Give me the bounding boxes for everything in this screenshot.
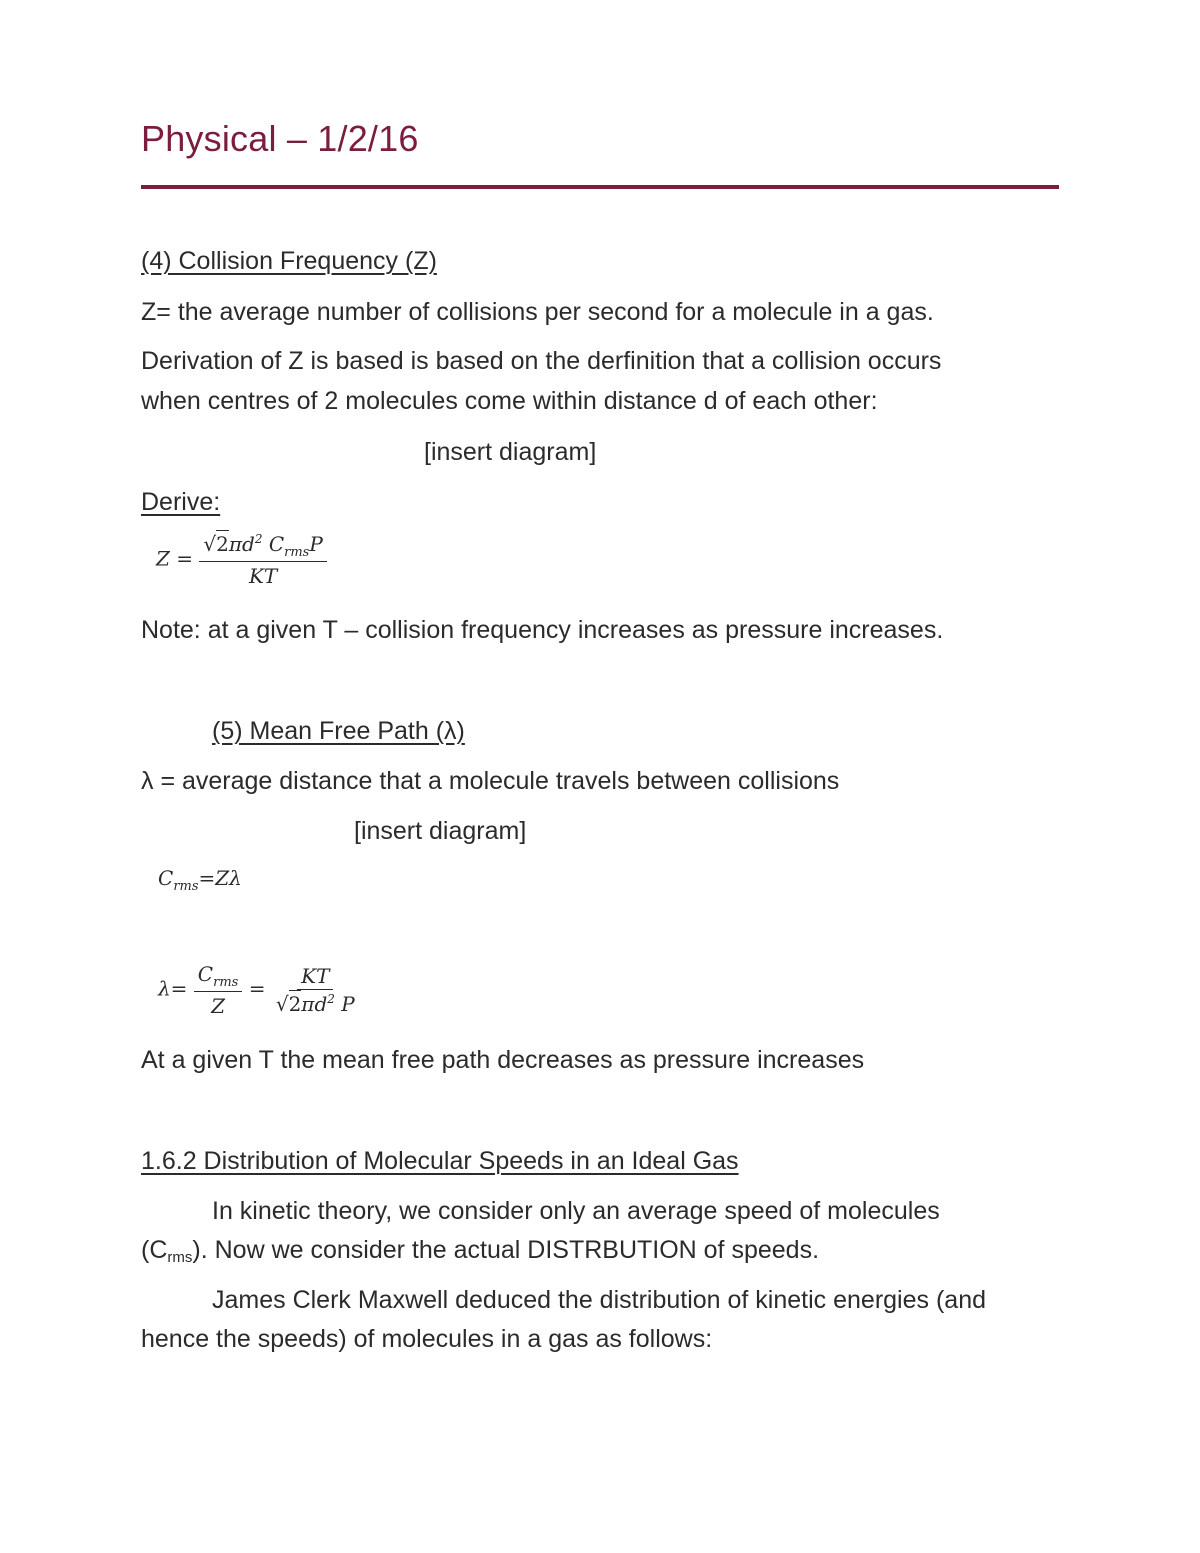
fraction-kt-over-root2-pi-d2-p <box>272 964 359 1016</box>
equals-sign: = <box>248 976 266 1001</box>
paragraph-2-line-1: James Clerk Maxwell deduced the distribution of kinetic energies (and <box>212 1286 986 1314</box>
crms-equation <box>158 866 242 894</box>
fraction-1-numerator <box>194 962 243 992</box>
numerator-pi-d: πd <box>228 532 255 556</box>
p1-open: (C <box>141 1236 168 1264</box>
derive-label: Derive: <box>141 488 221 516</box>
mean-free-path-formula <box>158 962 359 1018</box>
sqrt-value: 2 <box>216 532 229 556</box>
derivation-line-1: Derivation of Z is based is based on the derfinition that a collision occurs <box>141 347 942 375</box>
fraction-2-denominator <box>272 990 359 1016</box>
numerator-exponent: 2 <box>254 532 263 546</box>
paragraph-1-line-2 <box>141 1235 819 1273</box>
f1-c: C <box>197 962 214 986</box>
diagram-placeholder-1: [insert diagram] <box>424 438 597 466</box>
numerator-p: P <box>309 532 323 556</box>
collision-note: Note: at a given T – collision frequency increases as pressure increases. <box>141 616 944 644</box>
f2-exponent: 2 <box>327 992 335 1006</box>
numerator-c: C <box>268 532 285 556</box>
numerator-subscript: rms <box>284 545 310 560</box>
f1-subscript: rms <box>213 975 239 990</box>
collision-frequency-formula <box>156 532 327 588</box>
fraction-crms-over-z <box>194 962 243 1018</box>
f2-pi-d: πd <box>301 992 328 1016</box>
crms-subscript: rms <box>173 879 199 894</box>
formula-lhs: Z = <box>156 546 194 571</box>
derivation-line-2: when centres of 2 molecules come within distance d of each other: <box>141 387 878 415</box>
sqrt-symbol-2: √ <box>275 992 289 1016</box>
mean-free-path-conclusion: At a given T the mean free path decreases as pressure increases <box>141 1046 865 1074</box>
paragraph-1-line-1: In kinetic theory, we consider only an average speed of molecules <box>212 1197 940 1225</box>
formula-fraction <box>199 532 326 588</box>
diagram-placeholder-2: [insert diagram] <box>354 817 527 845</box>
crms-rhs: =Zλ <box>198 866 242 890</box>
crms-c: C <box>158 866 174 890</box>
title-divider <box>141 185 1059 189</box>
paragraph-2-line-2: hence the speeds) of molecules in a gas as follows: <box>141 1325 713 1353</box>
p1-rest: ). Now we consider the actual DISTRBUTION of speeds. <box>192 1236 820 1264</box>
fraction-1-denominator: Z <box>211 994 226 1018</box>
p1-subscript: rms <box>167 1249 193 1266</box>
section-4-heading: (4) Collision Frequency (Z) <box>141 247 437 275</box>
formula-denominator: KT <box>248 564 278 588</box>
page-title: Physical – 1/2/16 <box>141 118 419 159</box>
section-5-heading: (5) Mean Free Path (λ) <box>212 717 465 745</box>
section-1-6-2-heading: 1.6.2 Distribution of Molecular Speeds in an Ideal Gas <box>141 1147 739 1175</box>
formula-numerator <box>199 532 326 562</box>
mean-free-path-definition: λ = average distance that a molecule travels between collisions <box>141 767 840 795</box>
collision-frequency-definition: Z= the average number of collisions per second for a molecule in a gas. <box>141 298 934 326</box>
sqrt-symbol: √ <box>203 532 217 556</box>
f2-p: P <box>341 992 355 1016</box>
sqrt-value-2: 2 <box>288 992 302 1016</box>
fraction-2-numerator: KT <box>297 964 333 990</box>
lambda-lhs: λ= <box>158 976 188 1001</box>
